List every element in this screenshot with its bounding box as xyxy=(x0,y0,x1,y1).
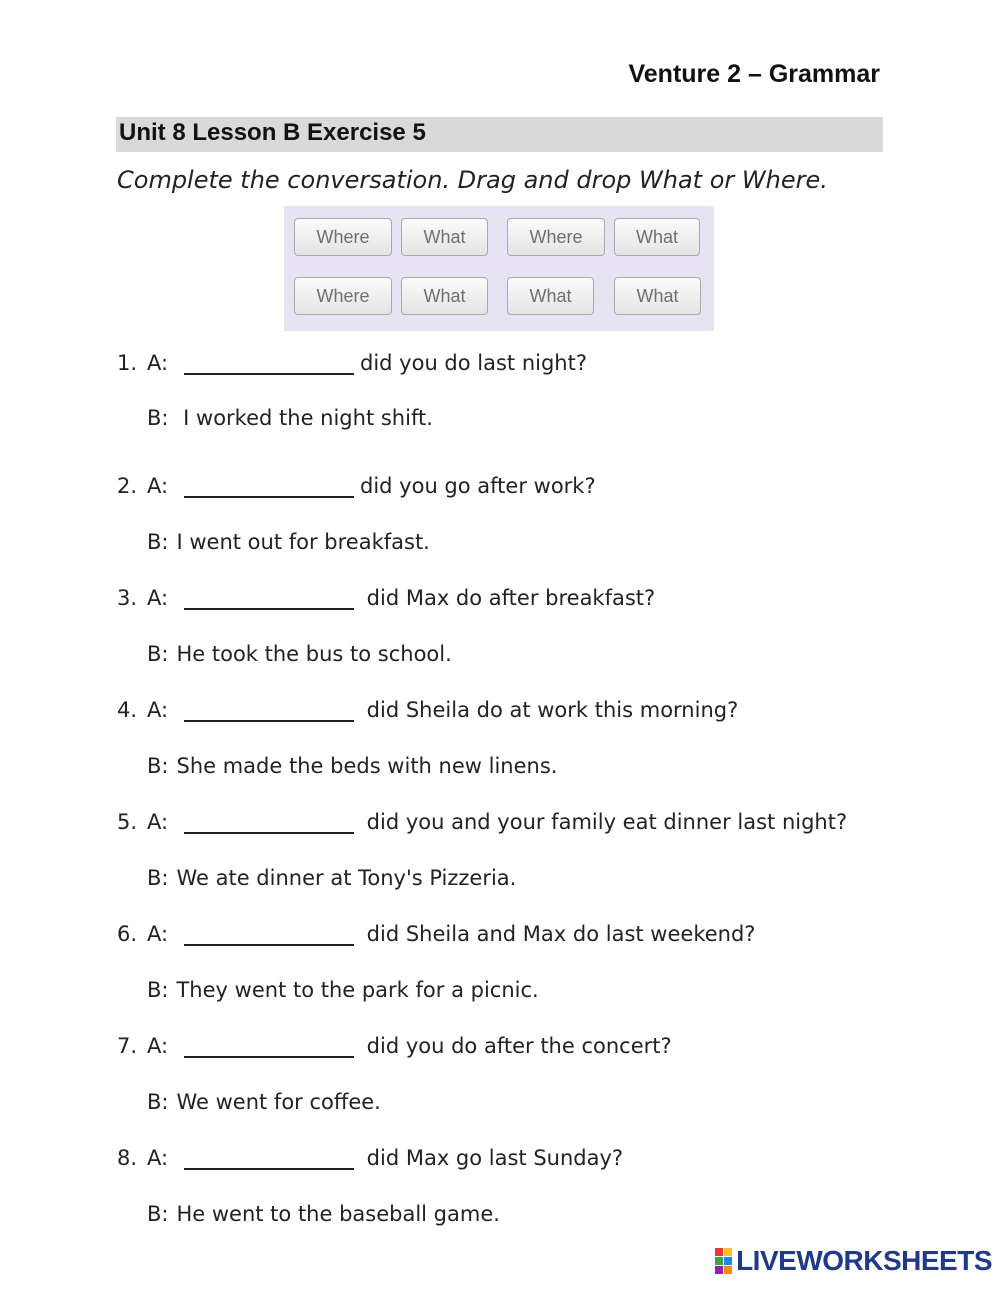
word-chip-what[interactable]: What xyxy=(401,277,488,315)
speaker-b-label: B: xyxy=(147,642,169,666)
word-chip-what[interactable]: What xyxy=(614,218,700,256)
answer-drop-zone[interactable] xyxy=(184,696,354,724)
question-number: 4. xyxy=(117,698,138,722)
answer-drop-zone[interactable] xyxy=(184,584,354,612)
speaker-a-label: A: xyxy=(147,922,169,946)
question-text: did Sheila do at work this morning? xyxy=(360,698,739,722)
question-number: 6. xyxy=(117,922,138,946)
logo-icon xyxy=(715,1248,732,1274)
answer-drop-zone[interactable] xyxy=(184,808,354,836)
answer-b-line xyxy=(147,1202,500,1226)
liveworksheets-logo xyxy=(715,1245,992,1277)
speaker-b-label: B: xyxy=(147,754,169,778)
question-number: 3. xyxy=(117,586,138,610)
instructions: Complete the conversation. Drag and drop What or Where. xyxy=(117,166,828,194)
answer-drop-zone[interactable] xyxy=(184,920,354,948)
answer-drop-zone[interactable] xyxy=(184,1144,354,1172)
answer-text: We went for coffee. xyxy=(176,1090,381,1114)
question-text: did you do after the concert? xyxy=(360,1034,672,1058)
answer-b-line xyxy=(147,978,539,1002)
speaker-b-label: B: xyxy=(147,1090,169,1114)
speaker-a-label: A: xyxy=(147,810,169,834)
logo-text: LIVEWORKSHEETS xyxy=(736,1245,992,1276)
question-text: did Max do after breakfast? xyxy=(360,586,656,610)
word-chip-what[interactable]: What xyxy=(614,277,701,315)
speaker-a-label: A: xyxy=(147,1034,169,1058)
speaker-b-label: B: xyxy=(147,978,169,1002)
answer-drop-zone[interactable] xyxy=(184,472,354,500)
word-chip-where[interactable]: Where xyxy=(507,218,605,256)
speaker-a-label: A: xyxy=(147,1146,169,1170)
answer-text: They went to the park for a picnic. xyxy=(176,978,539,1002)
question-number: 7. xyxy=(117,1034,138,1058)
page-header-title: Venture 2 – Grammar xyxy=(628,60,880,88)
word-chip-what[interactable]: What xyxy=(401,218,488,256)
answer-b-line xyxy=(147,642,452,666)
answer-text: He went to the baseball game. xyxy=(176,1202,500,1226)
word-chip-what[interactable]: What xyxy=(507,277,594,315)
logo-block xyxy=(724,1257,732,1265)
unit-title: Unit 8 Lesson B Exercise 5 xyxy=(119,119,426,146)
word-chip-where[interactable]: Where xyxy=(294,277,392,315)
question-number: 8. xyxy=(117,1146,138,1170)
speaker-b-label: B: xyxy=(147,530,169,554)
answer-text: She made the beds with new linens. xyxy=(176,754,558,778)
answer-b-line xyxy=(147,866,516,890)
answer-text: I worked the night shift. xyxy=(176,406,433,430)
answer-b-line xyxy=(147,530,430,554)
question-text: did Sheila and Max do last weekend? xyxy=(360,922,756,946)
question-text: did you do last night? xyxy=(360,351,588,375)
answer-drop-zone[interactable] xyxy=(184,349,354,377)
word-bank xyxy=(284,206,714,331)
answer-text: I went out for breakfast. xyxy=(176,530,430,554)
question-text: did you and your family eat dinner last night? xyxy=(360,810,848,834)
speaker-b-label: B: xyxy=(147,1202,169,1226)
answer-drop-zone[interactable] xyxy=(184,1032,354,1060)
question-number: 5. xyxy=(117,810,138,834)
word-chip-where[interactable]: Where xyxy=(294,218,392,256)
logo-block xyxy=(724,1248,732,1256)
question-number: 2. xyxy=(117,474,138,498)
logo-block xyxy=(715,1257,723,1265)
question-text: did you go after work? xyxy=(360,474,596,498)
logo-block xyxy=(715,1266,723,1274)
answer-b-line xyxy=(147,1090,381,1114)
answer-text: He took the bus to school. xyxy=(176,642,452,666)
answer-b-line xyxy=(147,754,557,778)
speaker-a-label: A: xyxy=(147,698,169,722)
answer-b-line xyxy=(147,406,433,430)
answer-text: We ate dinner at Tony's Pizzeria. xyxy=(176,866,517,890)
speaker-b-label: B: xyxy=(147,406,169,430)
logo-block xyxy=(724,1266,732,1274)
speaker-a-label: A: xyxy=(147,586,169,610)
question-number: 1. xyxy=(117,351,138,375)
speaker-a-label: A: xyxy=(147,474,169,498)
speaker-a-label: A: xyxy=(147,351,169,375)
question-text: did Max go last Sunday? xyxy=(360,1146,624,1170)
logo-block xyxy=(715,1248,723,1256)
unit-heading-bar xyxy=(116,117,883,152)
speaker-b-label: B: xyxy=(147,866,169,890)
